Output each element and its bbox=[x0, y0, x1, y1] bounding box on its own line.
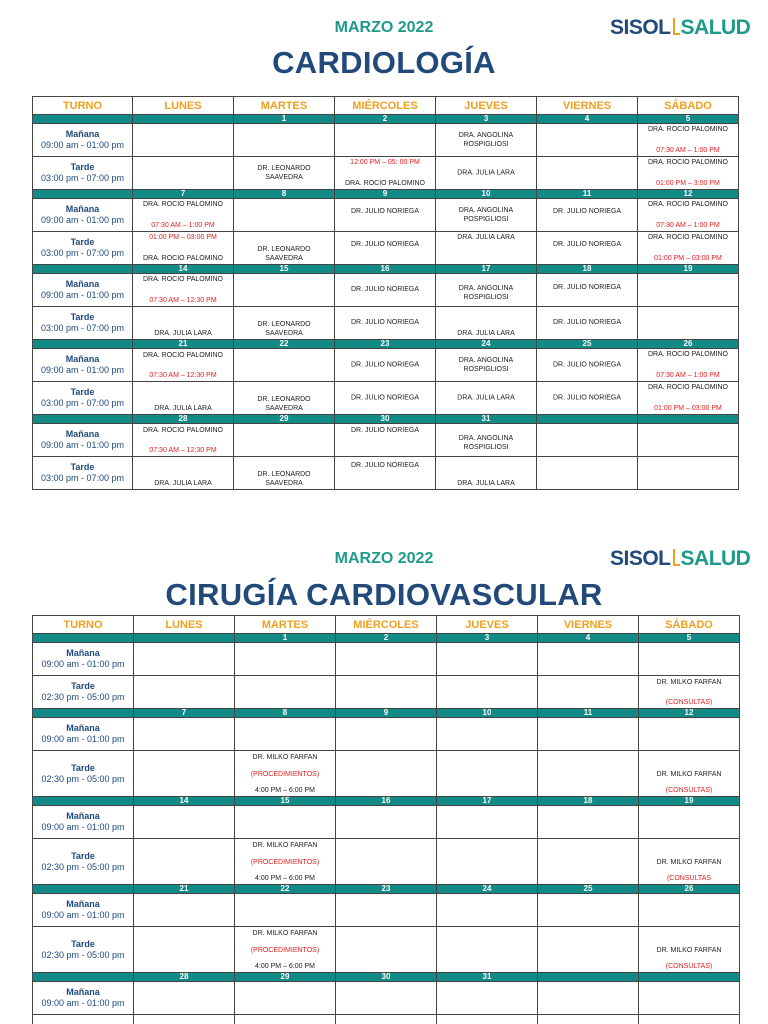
date-number: 5 bbox=[639, 634, 740, 643]
schedule-cell bbox=[235, 806, 336, 839]
schedule-cell bbox=[639, 806, 740, 839]
schedule-cell bbox=[235, 718, 336, 751]
shift-row-tarde bbox=[33, 839, 740, 885]
schedule-cell bbox=[134, 839, 235, 885]
date-number: 4 bbox=[538, 634, 639, 643]
cirugia-schedule-table bbox=[32, 615, 740, 1024]
sisol-salud-logo: SISOL SALUD bbox=[610, 16, 751, 39]
month-label: MARZO 2022 bbox=[334, 550, 434, 567]
schedule-cell: DRA. ANGOLINA ROSPIGLIOSI bbox=[436, 424, 537, 457]
schedule-cell bbox=[234, 124, 335, 157]
schedule-cell bbox=[336, 839, 437, 885]
schedule-cell: DR. JULIO NORIEGA bbox=[537, 307, 638, 340]
schedule-cell: DRA. ROCIO PALOMINO 01:00 PM – 3:00 PM bbox=[638, 157, 739, 190]
schedule-cell bbox=[235, 1015, 336, 1024]
schedule-cell bbox=[437, 1015, 538, 1024]
schedule-cell bbox=[134, 806, 235, 839]
date-number: 30 bbox=[336, 973, 437, 982]
schedule-cell bbox=[134, 676, 235, 709]
date-number: 31 bbox=[437, 973, 538, 982]
date-row bbox=[33, 340, 739, 349]
schedule-cell: DR. LEONARDO SAAVEDRA bbox=[234, 232, 335, 265]
schedule-cell bbox=[537, 157, 638, 190]
date-number: 2 bbox=[335, 115, 436, 124]
date-number: 8 bbox=[234, 190, 335, 199]
schedule-cell bbox=[336, 643, 437, 676]
col-header-turno: TURNO bbox=[33, 97, 133, 115]
schedule-cell bbox=[336, 718, 437, 751]
schedule-cell: DR. JULIO NORIEGA bbox=[537, 274, 638, 307]
schedule-cell bbox=[134, 894, 235, 927]
schedule-cell bbox=[638, 274, 739, 307]
schedule-cell bbox=[437, 894, 538, 927]
schedule-cell: DR. LEONARDO SAAVEDRA bbox=[234, 382, 335, 415]
date-number: 7 bbox=[134, 709, 235, 718]
schedule-cell bbox=[538, 927, 639, 973]
schedule-cell: DR. LEONARDO SAAVEDRA bbox=[234, 457, 335, 490]
schedule-cell bbox=[638, 307, 739, 340]
schedule-cell: DR. MILKO FARFAN (CONSULTAS bbox=[639, 839, 740, 885]
schedule-cell bbox=[639, 718, 740, 751]
schedule-cell: DRA. ROCIO PALOMINO 07:30 AM – 12:30 PM bbox=[133, 274, 234, 307]
schedule-cell: DRA. ANGOLINA POSPIGLIOSI bbox=[436, 199, 537, 232]
shift-row-tarde bbox=[33, 751, 740, 797]
shift-row-manana bbox=[33, 124, 739, 157]
schedule-cell: 01:00 PM – 03:00 PM DRA. ROCIO PALOMINO bbox=[133, 232, 234, 265]
date-number: 10 bbox=[437, 709, 538, 718]
schedule-cell: DR. JULIO NORIEGA bbox=[537, 199, 638, 232]
schedule-cell: DRA. ANGOLINA ROSPIGLIOSI bbox=[436, 349, 537, 382]
col-header-sabado: SÁBADO bbox=[639, 616, 740, 634]
shift-row-tarde bbox=[33, 307, 739, 340]
schedule-cell: DR. MILKO FARFAN (CONSULTAS) bbox=[639, 927, 740, 973]
shift-label: Tarde 03:00 pm - 07:00 pm bbox=[33, 382, 133, 415]
schedule-cell: DR. MILKO FARFAN (PROCEDIMIENTOS) 4:00 PM – 6:00 PM bbox=[235, 839, 336, 885]
date-number: 24 bbox=[436, 340, 537, 349]
schedule-cell bbox=[234, 199, 335, 232]
schedule-cell: DRA. JULIA LARA bbox=[133, 457, 234, 490]
shift-label: Mañana 09:00 am - 01:00 pm bbox=[33, 894, 134, 927]
schedule-cell bbox=[639, 1015, 740, 1024]
date-row bbox=[33, 115, 739, 124]
date-number: 15 bbox=[235, 797, 336, 806]
date-row bbox=[33, 190, 739, 199]
date-number: 17 bbox=[437, 797, 538, 806]
shift-row-manana bbox=[33, 982, 740, 1015]
shift-row-manana bbox=[33, 199, 739, 232]
shift-label: Mañana 09:00 am - 01:00 pm bbox=[33, 274, 133, 307]
schedule-cell bbox=[538, 806, 639, 839]
date-row bbox=[33, 265, 739, 274]
schedule-cell bbox=[336, 676, 437, 709]
schedule-cell bbox=[235, 643, 336, 676]
schedule-cell: DRA. ROCIO PALOMINO 01:00 PM – 03:00 PM bbox=[638, 382, 739, 415]
date-number: 4 bbox=[537, 115, 638, 124]
schedule-cell: DR. JULIO NORIEGA bbox=[335, 349, 436, 382]
schedule-cell bbox=[437, 806, 538, 839]
date-row bbox=[33, 415, 739, 424]
date-row bbox=[33, 634, 740, 643]
date-number: 24 bbox=[437, 885, 538, 894]
shift-label: Tarde 02:30 pm - 05:00 pm bbox=[33, 927, 134, 973]
col-header-jueves: JUEVES bbox=[437, 616, 538, 634]
date-number: 28 bbox=[133, 415, 234, 424]
schedule-cell bbox=[538, 1015, 639, 1024]
date-number: 18 bbox=[537, 265, 638, 274]
schedule-cell bbox=[133, 157, 234, 190]
schedule-cell: 12:00 PM – 05: 00 PM DRA. ROCIO PALOMINO bbox=[335, 157, 436, 190]
shift-row-manana bbox=[33, 894, 740, 927]
schedule-cell: DR. LEONARDO SAAVEDRA bbox=[234, 307, 335, 340]
shift-label: Mañana 09:00 am - 01:00 pm bbox=[33, 643, 134, 676]
date-number: 21 bbox=[133, 340, 234, 349]
schedule-cell: DR. JULIO NORIEGA bbox=[335, 382, 436, 415]
date-number: 11 bbox=[538, 709, 639, 718]
schedule-cell bbox=[538, 676, 639, 709]
shift-row-manana bbox=[33, 806, 740, 839]
date-number: 14 bbox=[134, 797, 235, 806]
sisol-salud-logo: SISOL SALUD bbox=[610, 547, 751, 570]
schedule-cell bbox=[134, 982, 235, 1015]
date-number: 23 bbox=[335, 340, 436, 349]
schedule-cell bbox=[336, 982, 437, 1015]
shift-label: Mañana 09:00 am - 01:00 pm bbox=[33, 199, 133, 232]
date-number: 3 bbox=[437, 634, 538, 643]
date-number: 22 bbox=[235, 885, 336, 894]
schedule-cell bbox=[538, 894, 639, 927]
schedule-cell: DRA. ROCIO PALOMINO 01:00 PM – 03:00 PM bbox=[638, 232, 739, 265]
col-header-sabado: SÁBADO bbox=[638, 97, 739, 115]
schedule-cell: DR. JULIO NORIEGA bbox=[537, 349, 638, 382]
date-number: 31 bbox=[436, 415, 537, 424]
date-number: 3 bbox=[436, 115, 537, 124]
schedule-cell bbox=[538, 982, 639, 1015]
date-number: 21 bbox=[134, 885, 235, 894]
date-number: 29 bbox=[234, 415, 335, 424]
col-header-martes: MARTES bbox=[235, 616, 336, 634]
date-number: 9 bbox=[336, 709, 437, 718]
schedule-cell: DR. JULIO NORIEGA bbox=[335, 424, 436, 457]
shift-label: Tarde 03:00 pm - 07:00 pm bbox=[33, 457, 133, 490]
date-number: 9 bbox=[335, 190, 436, 199]
date-number: 2 bbox=[336, 634, 437, 643]
date-row bbox=[33, 709, 740, 718]
schedule-cell: DRA. ANGOLINA ROSPIGLIOSI bbox=[436, 124, 537, 157]
date-number: 30 bbox=[335, 415, 436, 424]
page-title: CARDIOLOGÍA bbox=[272, 45, 496, 80]
date-number: 18 bbox=[538, 797, 639, 806]
date-number: 10 bbox=[436, 190, 537, 199]
schedule-cell bbox=[235, 676, 336, 709]
schedule-cell: DRA. ROCIO PALOMINO 07:30 AM – 12:30 PM bbox=[133, 424, 234, 457]
schedule-cell: DRA. JULIA LARA bbox=[436, 457, 537, 490]
schedule-cell: DRA. ROCIO PALOMINO 07:30 AM – 12:30 PM bbox=[133, 349, 234, 382]
date-number: 29 bbox=[235, 973, 336, 982]
shift-row-tarde bbox=[33, 232, 739, 265]
schedule-cell: DRA. ROCIO PALOMINO 07:30 AM – 1:00 PM bbox=[638, 199, 739, 232]
schedule-cell: DR. JULIO NORIEGA bbox=[335, 457, 436, 490]
col-header-miercoles: MIÉRCOLES bbox=[335, 97, 436, 115]
schedule-cell: DR. JULIO NORIEGA bbox=[335, 274, 436, 307]
month-label: MARZO 2022 bbox=[334, 19, 434, 36]
shift-label: Tarde 02:30 pm - 05:00 pm bbox=[33, 751, 134, 797]
shift-row-tarde bbox=[33, 676, 740, 709]
date-number: 26 bbox=[639, 885, 740, 894]
schedule-cell bbox=[336, 751, 437, 797]
schedule-cell: DRA. JULIA LARA bbox=[436, 157, 537, 190]
schedule-cell: DR. JULIO NORIEGA bbox=[335, 307, 436, 340]
schedule-cell bbox=[538, 643, 639, 676]
shift-label: Mañana 09:00 am - 01:00 pm bbox=[33, 718, 134, 751]
col-header-lunes: LUNES bbox=[134, 616, 235, 634]
shift-label: Mañana 09:00 am - 01:00 pm bbox=[33, 806, 134, 839]
col-header-viernes: VIERNES bbox=[537, 97, 638, 115]
shift-label: Tarde 02:30 pm - 05:00 pm bbox=[33, 839, 134, 885]
schedule-cell: DRA. JULIA LARA bbox=[436, 307, 537, 340]
schedule-cell bbox=[437, 643, 538, 676]
schedule-cell: DRA. ROCIO PALOMINO 07:30 AM – 1:00 PM bbox=[133, 199, 234, 232]
schedule-cell bbox=[336, 1015, 437, 1024]
schedule-cell bbox=[538, 718, 639, 751]
date-number: 16 bbox=[335, 265, 436, 274]
shift-row-manana bbox=[33, 349, 739, 382]
shift-label: Mañana 09:00 am - 01:00 pm bbox=[33, 124, 133, 157]
schedule-cell bbox=[235, 982, 336, 1015]
date-number: 19 bbox=[638, 265, 739, 274]
date-number: 7 bbox=[133, 190, 234, 199]
shift-label bbox=[33, 1015, 134, 1024]
schedule-cell: DR. MILKO FARFAN (CONSULTAS) bbox=[639, 676, 740, 709]
shift-row-manana bbox=[33, 643, 740, 676]
schedule-cell bbox=[234, 424, 335, 457]
schedule-cell bbox=[639, 643, 740, 676]
shift-row-tarde bbox=[33, 927, 740, 973]
schedule-cell: DRA. JULIA LARA bbox=[436, 232, 537, 265]
schedule-cell bbox=[336, 806, 437, 839]
date-number: 11 bbox=[537, 190, 638, 199]
date-number: 26 bbox=[638, 340, 739, 349]
date-number: 1 bbox=[234, 115, 335, 124]
date-number: 5 bbox=[638, 115, 739, 124]
date-row bbox=[33, 885, 740, 894]
date-number: 15 bbox=[234, 265, 335, 274]
schedule-cell: DRA. ROCIO PALOMINO 07:30 AM – 1:00 PM bbox=[638, 349, 739, 382]
shift-label: Tarde 02:30 pm - 05:00 pm bbox=[33, 676, 134, 709]
col-header-viernes: VIERNES bbox=[538, 616, 639, 634]
schedule-cell bbox=[234, 349, 335, 382]
date-number: 22 bbox=[234, 340, 335, 349]
schedule-cell bbox=[537, 124, 638, 157]
schedule-cell bbox=[437, 839, 538, 885]
schedule-cell: DR. MILKO FARFAN (PROCEDIMIENTOS) 4:00 PM – 6:00 PM bbox=[235, 751, 336, 797]
schedule-cell: DRA. JULIA LARA bbox=[133, 307, 234, 340]
schedule-cell bbox=[437, 718, 538, 751]
date-row bbox=[33, 973, 740, 982]
schedule-cell bbox=[639, 982, 740, 1015]
page-title: CIRUGÍA CARDIOVASCULAR bbox=[165, 577, 603, 612]
shift-label: Mañana 09:00 am - 01:00 pm bbox=[33, 982, 134, 1015]
col-header-lunes: LUNES bbox=[133, 97, 234, 115]
shift-row-tarde bbox=[33, 1015, 740, 1024]
date-number: 14 bbox=[133, 265, 234, 274]
schedule-cell: DR. MILKO FARFAN (PROCEDIMIENTOS) 4:00 PM – 6:00 PM bbox=[235, 927, 336, 973]
shift-row-tarde bbox=[33, 157, 739, 190]
schedule-cell bbox=[437, 676, 538, 709]
schedule-cell: DR. JULIO NORIEGA bbox=[537, 382, 638, 415]
date-number: 17 bbox=[436, 265, 537, 274]
shift-label: Mañana 09:00 am - 01:00 pm bbox=[33, 349, 133, 382]
col-header-jueves: JUEVES bbox=[436, 97, 537, 115]
shift-label: Tarde 03:00 pm - 07:00 pm bbox=[33, 232, 133, 265]
date-number: 28 bbox=[134, 973, 235, 982]
schedule-cell: DR. MILKO FARFAN (CONSULTAS) bbox=[639, 751, 740, 797]
schedule-cell bbox=[235, 894, 336, 927]
shift-row-tarde bbox=[33, 457, 739, 490]
cardiologia-schedule-table bbox=[32, 96, 739, 490]
schedule-cell bbox=[134, 751, 235, 797]
schedule-cell: DRA. JULIA LARA bbox=[436, 382, 537, 415]
schedule-cell bbox=[639, 894, 740, 927]
schedule-cell bbox=[336, 927, 437, 973]
shift-row-manana bbox=[33, 718, 740, 751]
schedule-cell bbox=[134, 1015, 235, 1024]
col-header-miercoles: MIÉRCOLES bbox=[336, 616, 437, 634]
date-number: 1 bbox=[235, 634, 336, 643]
shift-row-tarde bbox=[33, 382, 739, 415]
schedule-cell bbox=[537, 457, 638, 490]
schedule-cell: DR. JULIO NORIEGA bbox=[335, 199, 436, 232]
schedule-cell bbox=[336, 894, 437, 927]
shift-row-manana bbox=[33, 424, 739, 457]
schedule-cell: DR. JULIO NORIEGA bbox=[335, 232, 436, 265]
schedule-cell: DR. LEONARDO SAAVEDRA bbox=[234, 157, 335, 190]
schedule-cell bbox=[638, 457, 739, 490]
schedule-cell bbox=[134, 927, 235, 973]
date-number: 25 bbox=[537, 340, 638, 349]
schedule-cell: DRA. JULIA LARA bbox=[133, 382, 234, 415]
schedule-cell bbox=[133, 124, 234, 157]
date-number: 12 bbox=[638, 190, 739, 199]
shift-label: Tarde 03:00 pm - 07:00 pm bbox=[33, 157, 133, 190]
date-number: 16 bbox=[336, 797, 437, 806]
col-header-turno: TURNO bbox=[33, 616, 134, 634]
date-number: 19 bbox=[639, 797, 740, 806]
schedule-cell bbox=[437, 751, 538, 797]
schedule-cell bbox=[134, 643, 235, 676]
date-number: 8 bbox=[235, 709, 336, 718]
schedule-cell bbox=[335, 124, 436, 157]
date-row bbox=[33, 797, 740, 806]
schedule-cell: DRA. ROCIO PALOMINO 07:30 AM – 1:00 PM bbox=[638, 124, 739, 157]
col-header-martes: MARTES bbox=[234, 97, 335, 115]
shift-row-manana bbox=[33, 274, 739, 307]
schedule-cell bbox=[638, 424, 739, 457]
schedule-cell bbox=[134, 718, 235, 751]
schedule-cell bbox=[437, 982, 538, 1015]
date-number: 12 bbox=[639, 709, 740, 718]
date-number: 25 bbox=[538, 885, 639, 894]
schedule-cell bbox=[437, 927, 538, 973]
date-number: 23 bbox=[336, 885, 437, 894]
schedule-cell: DR. JULIO NORIEGA bbox=[537, 232, 638, 265]
schedule-cell bbox=[537, 424, 638, 457]
schedule-cell: DRA. ANGOLINA ROSPIGLIOSI bbox=[436, 274, 537, 307]
shift-label: Tarde 03:00 pm - 07:00 pm bbox=[33, 307, 133, 340]
schedule-cell bbox=[538, 751, 639, 797]
schedule-cell bbox=[234, 274, 335, 307]
schedule-cell bbox=[538, 839, 639, 885]
shift-label: Mañana 09:00 am - 01:00 pm bbox=[33, 424, 133, 457]
